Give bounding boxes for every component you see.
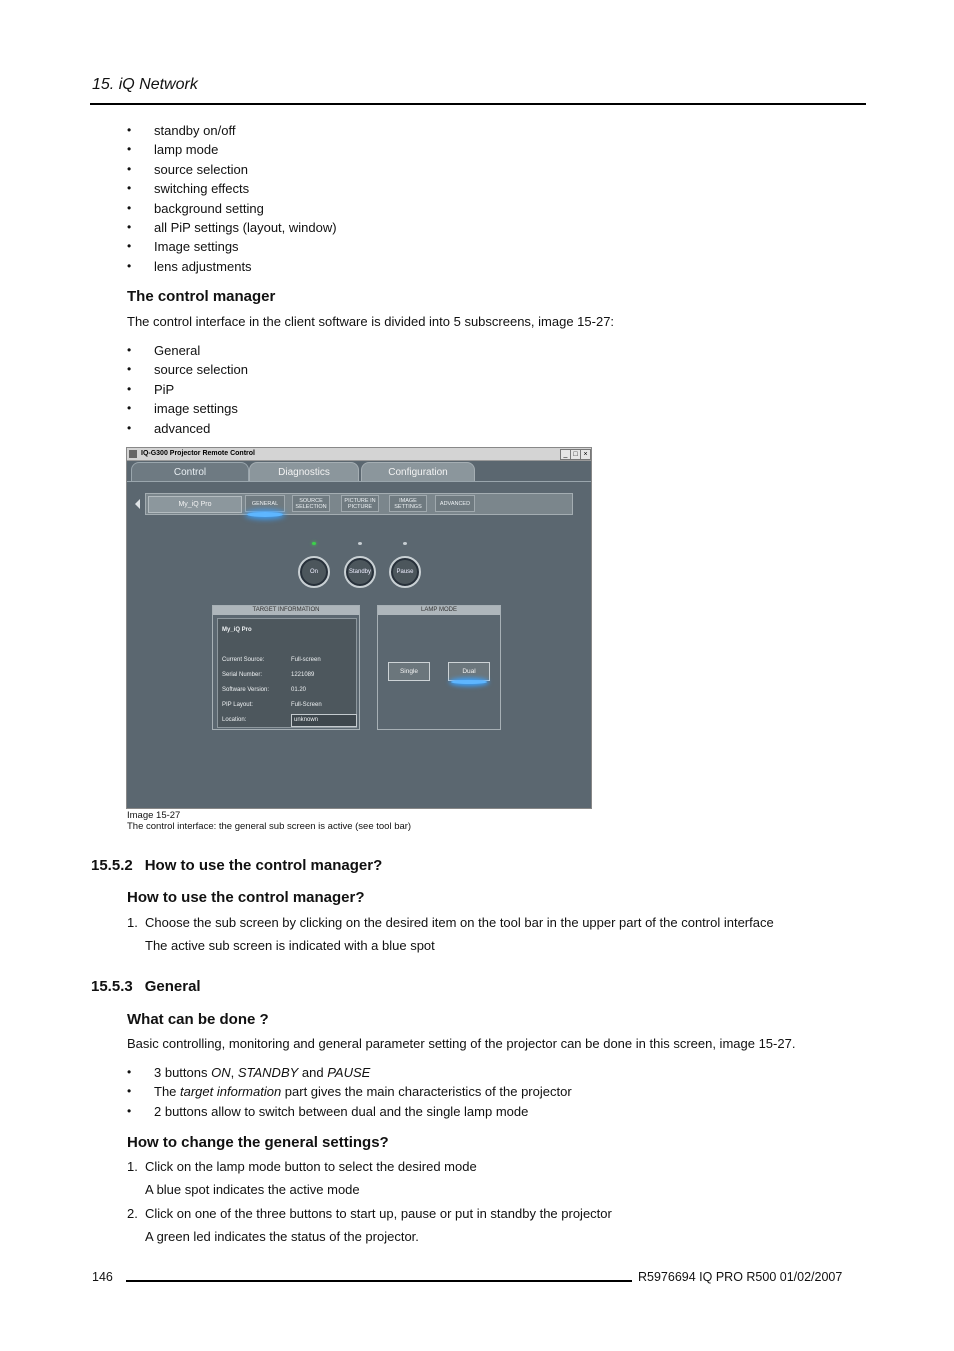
general-bullets [127,1063,572,1121]
section-title: General [144,978,201,995]
list-item: • Image settings [127,237,337,256]
target-information-panel [212,605,360,730]
window-title: IQ-G300 Projector Remote Control [141,450,255,457]
control-manager-intro: The control interface in the client software is divided into 5 subscreens, image 15-27: [127,314,615,329]
image-caption-text: The control interface: the general sub screen is active (see tool bar) [127,821,412,832]
page-number: 146 [92,1270,113,1284]
list-item [127,1159,827,1197]
info-value: 01.20 [291,687,307,693]
list-item: • switching effects [127,179,337,198]
function-list [127,121,337,276]
panel-header: LAMP MODE [378,606,500,615]
tab-configuration[interactable]: Configuration [361,462,475,482]
text: , [230,1065,238,1080]
list-item: • standby on/off [127,121,337,140]
text-emphasis: ON [211,1065,231,1080]
info-label: PIP Layout: [222,702,253,708]
general-intro: Basic controlling, monitoring and general parameter setting of the projector can be done in this screen, image 15-27. [127,1036,796,1051]
subsection-heading: How to change the general settings? [127,1134,389,1151]
list-item: • General [127,341,248,360]
toolbar-item-advanced[interactable]: ADVANCED [435,495,475,512]
info-value: Full-Screen [291,702,322,708]
toolbar-item-image-settings[interactable]: IMAGE SETTINGS [389,495,427,512]
minimize-icon[interactable]: _ [560,449,571,460]
step-text: Click on one of the three buttons to start up, pause or put in standby the projector [145,1206,612,1221]
section-number: 15.5.2 [91,857,133,874]
step-number: 1. [127,915,138,930]
single-lamp-button[interactable]: Single [388,662,430,681]
step-number: 1. [127,1159,138,1174]
active-spot [451,680,487,684]
info-label: Current Source: [222,657,265,663]
info-label: Location: [222,717,247,723]
info-value: 1221089 [291,672,315,678]
document-reference: R5976694 IQ PRO R500 01/02/2007 [638,1270,843,1284]
text-emphasis: STANDBY [237,1065,299,1080]
list-item [127,915,827,953]
image-caption-number: Image 15-27 [127,810,181,821]
info-label: Serial Number: [222,672,263,678]
footer-rule [126,1280,632,1282]
info-label: Software Version: [222,687,270,693]
list-item: • all PiP settings (layout, window) [127,218,337,237]
subsection-heading: How to use the control manager? [127,889,365,906]
panel-header: TARGET INFORMATION [213,606,359,615]
section-heading-15-5-2 [91,857,382,874]
tab-divider [127,481,591,482]
list-item: • PiP [127,380,248,399]
list-item: • image settings [127,399,248,418]
chapter-title: 15. iQ Network [92,76,198,93]
status-led-on [312,542,316,545]
steps-list [127,1159,827,1244]
tab-diagnostics[interactable]: Diagnostics [249,462,359,482]
toolbar-target-name: My_iQ Pro [148,496,242,513]
text: The [154,1084,181,1100]
step-note: The active sub screen is indicated with a blue spot [145,938,435,953]
control-manager-heading: The control manager [127,288,276,305]
list-item: • lamp mode [127,140,337,159]
step-text: Click on the lamp mode button to select the desired mode [145,1159,477,1174]
list-item [127,1063,572,1082]
toolbar-item-source-selection[interactable]: SOURCE SELECTION [292,495,330,512]
location-input[interactable]: unknown [291,714,357,727]
text: part gives the main characteristics of the projector [281,1084,572,1100]
text: and [298,1065,328,1080]
text-emphasis: target information [180,1084,282,1100]
maximize-icon[interactable]: □ [570,449,581,460]
subsection-heading: What can be done ? [127,1011,269,1028]
on-button[interactable]: On [298,556,330,588]
list-item [127,1082,572,1101]
list-item: • background setting [127,199,337,218]
info-value: Full-screen [291,657,321,663]
header-rule [90,103,866,105]
dual-lamp-button[interactable]: Dual [448,662,490,681]
list-item [127,1206,827,1244]
text-emphasis: PAUSE [327,1065,371,1080]
standby-button[interactable]: Standby [344,556,376,588]
window-titlebar [127,448,591,461]
tab-control[interactable]: Control [131,462,249,482]
list-item: • lens adjustments [127,257,337,276]
target-name: My_iQ Pro [222,627,252,633]
list-item: • source selection [127,360,248,379]
pause-button[interactable]: Pause [389,556,421,588]
status-led-standby [358,542,362,545]
close-icon[interactable]: × [580,449,591,460]
active-spot [247,512,283,517]
app-icon [129,450,137,458]
list-item: • 2 buttons allow to switch between dual and the single lamp mode [127,1102,572,1121]
toolbar-item-picture-in-picture[interactable]: PICTURE IN PICTURE [341,495,379,512]
arrow-left-icon[interactable] [135,499,140,509]
status-led-pause [403,542,407,545]
list-item: • advanced [127,419,248,438]
step-text: Choose the sub screen by clicking on the desired item on the tool bar in the upper part of the control interface [145,915,774,930]
subscreen-list [127,341,248,438]
section-title: How to use the control manager? [144,857,383,874]
text: 3 buttons [154,1065,212,1080]
section-number: 15.5.3 [91,978,133,995]
steps-list [127,915,827,953]
step-note: A blue spot indicates the active mode [145,1182,360,1197]
control-interface-screenshot [126,447,592,809]
target-information-box [217,618,357,728]
list-item: • source selection [127,160,337,179]
section-heading-15-5-3 [91,978,201,995]
toolbar-item-general[interactable]: GENERAL [245,495,285,512]
step-number: 2. [127,1206,138,1221]
step-note: A green led indicates the status of the projector. [145,1229,419,1244]
